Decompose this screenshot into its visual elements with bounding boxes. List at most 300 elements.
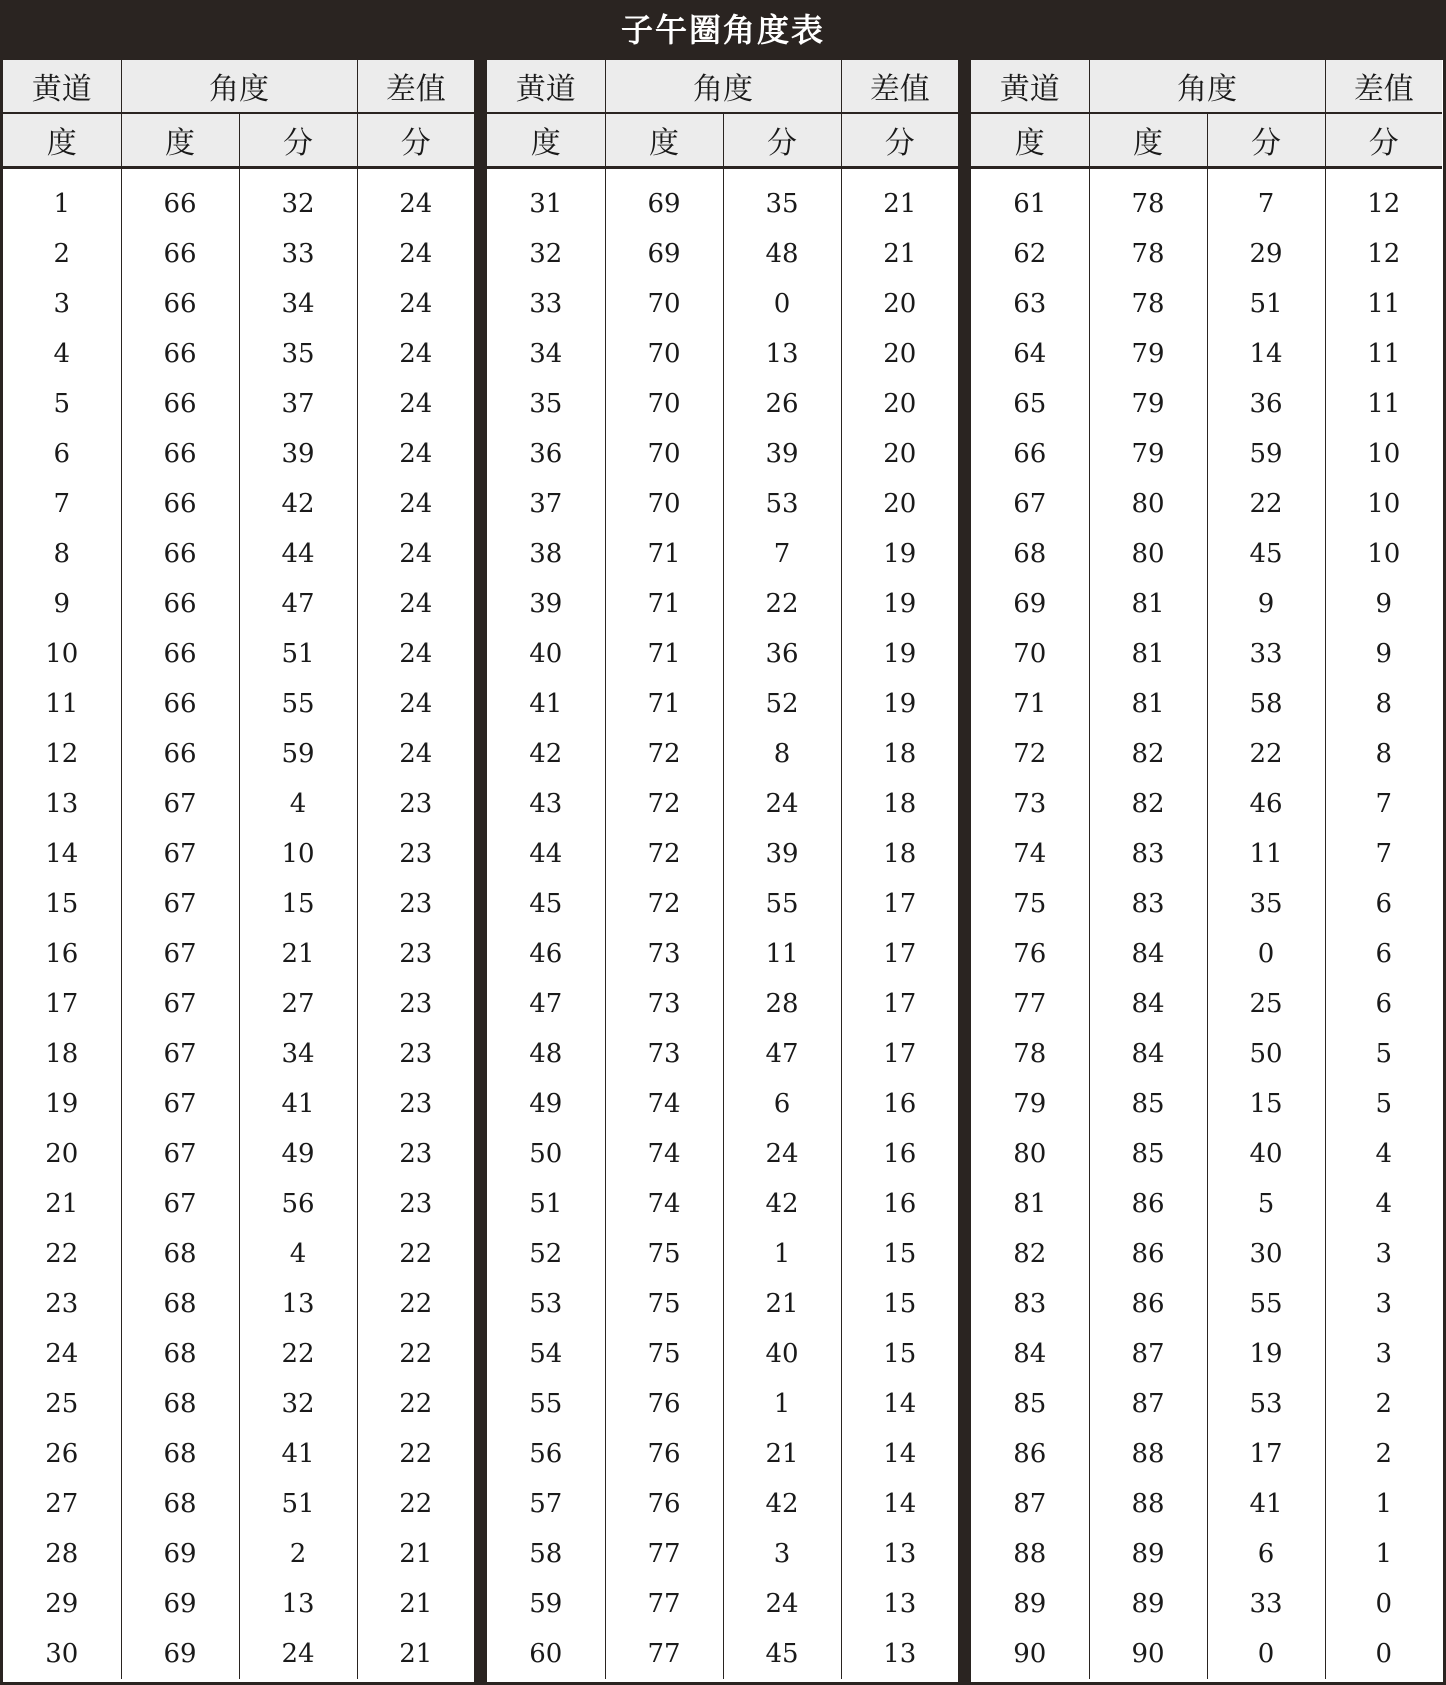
angle-degree-cell: 66 — [121, 679, 239, 729]
table-row — [971, 979, 1442, 1029]
subheader-minute: 分 — [841, 113, 958, 168]
ecliptic-degree-cell: 79 — [971, 1079, 1089, 1129]
ecliptic-degree-cell: 34 — [487, 329, 605, 379]
difference-minute-cell: 5 — [1375, 1089, 1393, 1119]
ecliptic-degree-cell: 67 — [971, 479, 1089, 529]
ecliptic-degree-cell: 16 — [3, 929, 121, 979]
table-row — [487, 929, 958, 979]
angle-minute-cell: 56 — [239, 1179, 357, 1229]
angle-minute-cell: 42 — [239, 479, 357, 529]
angle-minute-cell: 39 — [723, 429, 841, 479]
angle-minute-cell: 46 — [1207, 779, 1325, 829]
ecliptic-degree-cell: 52 — [487, 1229, 605, 1279]
ecliptic-degree-cell: 32 — [487, 229, 605, 279]
angle-degree-cell: 67 — [121, 929, 239, 979]
table-row — [487, 479, 958, 529]
angle-minute-cell: 27 — [239, 979, 357, 1029]
subheader-minute: 分 — [723, 113, 841, 168]
ecliptic-degree-cell: 57 — [487, 1479, 605, 1529]
table-row — [3, 1279, 474, 1329]
difference-minute-cell: 23 — [399, 889, 433, 919]
table-row — [487, 1479, 958, 1529]
angle-degree-cell: 74 — [605, 1179, 723, 1229]
angle-degree-cell: 66 — [121, 579, 239, 629]
angle-minute-cell: 29 — [1207, 229, 1325, 279]
difference-minute-cell: 1 — [1375, 1539, 1393, 1569]
header-difference: 差值 — [1325, 60, 1442, 113]
angle-degree-cell: 78 — [1089, 168, 1207, 230]
angle-minute-cell: 44 — [239, 529, 357, 579]
table-row — [487, 1179, 958, 1229]
angle-degree-cell: 71 — [605, 529, 723, 579]
angle-minute-cell: 48 — [723, 229, 841, 279]
table-row — [971, 168, 1442, 230]
difference-minute-cell: 5 — [1375, 1039, 1393, 1069]
angle-minute-cell: 11 — [1207, 829, 1325, 879]
angle-minute-cell: 32 — [239, 168, 357, 230]
difference-minute-cell: 20 — [883, 339, 917, 369]
angle-degree-cell: 70 — [605, 379, 723, 429]
ecliptic-degree-cell: 9 — [3, 579, 121, 629]
ecliptic-degree-cell: 46 — [487, 929, 605, 979]
difference-minute-cell: 24 — [399, 639, 433, 669]
difference-minute-cell: 11 — [1367, 389, 1401, 419]
angle-degree-cell: 66 — [121, 168, 239, 230]
table-row — [3, 679, 474, 729]
difference-minute-cell: 22 — [399, 1289, 433, 1319]
difference-minute-cell: 6 — [1375, 939, 1393, 969]
angle-minute-cell: 51 — [1207, 279, 1325, 329]
table-row — [487, 529, 958, 579]
table-row — [3, 1479, 474, 1529]
table-row — [487, 729, 958, 779]
angle-degree-cell: 79 — [1089, 379, 1207, 429]
table-row — [3, 629, 474, 679]
table-row — [3, 1429, 474, 1479]
ecliptic-degree-cell: 53 — [487, 1279, 605, 1329]
angle-minute-cell: 59 — [1207, 429, 1325, 479]
table-row — [971, 1379, 1442, 1429]
table-row — [971, 1279, 1442, 1329]
angle-degree-cell: 72 — [605, 879, 723, 929]
angle-degree-cell: 70 — [605, 329, 723, 379]
subheader-degree: 度 — [487, 113, 605, 168]
angle-degree-cell: 77 — [605, 1629, 723, 1679]
ecliptic-degree-cell: 11 — [3, 679, 121, 729]
difference-minute-cell: 11 — [1367, 289, 1401, 319]
difference-minute-cell: 23 — [399, 839, 433, 869]
subheader-degree: 度 — [1089, 113, 1207, 168]
ecliptic-degree-cell: 72 — [971, 729, 1089, 779]
difference-minute-cell: 23 — [399, 1139, 433, 1169]
angle-minute-cell: 52 — [723, 679, 841, 729]
header-difference: 差值 — [841, 60, 958, 113]
table-row — [487, 329, 958, 379]
ecliptic-degree-cell: 4 — [3, 329, 121, 379]
difference-minute-cell: 3 — [1375, 1239, 1393, 1269]
header-ecliptic: 黄道 — [487, 60, 605, 113]
table-row — [3, 1079, 474, 1129]
ecliptic-degree-cell: 8 — [3, 529, 121, 579]
ecliptic-degree-cell: 17 — [3, 979, 121, 1029]
subheader-minute: 分 — [239, 113, 357, 168]
angle-minute-cell: 17 — [1207, 1429, 1325, 1479]
ecliptic-degree-cell: 30 — [3, 1629, 121, 1679]
table-row — [971, 729, 1442, 779]
ecliptic-degree-cell: 18 — [3, 1029, 121, 1079]
angle-degree-cell: 75 — [605, 1279, 723, 1329]
ecliptic-degree-cell: 28 — [3, 1529, 121, 1579]
difference-minute-cell: 18 — [883, 789, 917, 819]
angle-degree-cell: 80 — [1089, 529, 1207, 579]
table-row — [971, 879, 1442, 929]
difference-minute-cell: 23 — [399, 939, 433, 969]
difference-minute-cell: 20 — [883, 389, 917, 419]
difference-minute-cell: 24 — [399, 689, 433, 719]
angle-minute-cell: 4 — [239, 1229, 357, 1279]
difference-minute-cell: 4 — [1375, 1189, 1393, 1219]
table-row — [487, 1229, 958, 1279]
angle-minute-cell: 4 — [239, 779, 357, 829]
difference-minute-cell: 18 — [883, 839, 917, 869]
difference-minute-cell: 11 — [1367, 339, 1401, 369]
ecliptic-degree-cell: 84 — [971, 1329, 1089, 1379]
table-row — [971, 279, 1442, 329]
angle-degree-cell: 71 — [605, 579, 723, 629]
ecliptic-degree-cell: 36 — [487, 429, 605, 479]
ecliptic-degree-cell: 21 — [3, 1179, 121, 1229]
angle-degree-cell: 72 — [605, 779, 723, 829]
angle-degree-cell: 66 — [121, 629, 239, 679]
angle-degree-cell: 68 — [121, 1479, 239, 1529]
angle-minute-cell: 3 — [723, 1529, 841, 1579]
angle-minute-cell: 26 — [723, 379, 841, 429]
angle-degree-cell: 87 — [1089, 1329, 1207, 1379]
difference-minute-cell: 20 — [883, 489, 917, 519]
angle-degree-cell: 68 — [121, 1279, 239, 1329]
ecliptic-degree-cell: 45 — [487, 879, 605, 929]
header-difference: 差值 — [357, 60, 474, 113]
angle-degree-cell: 81 — [1089, 629, 1207, 679]
header-ecliptic: 黄道 — [3, 60, 121, 113]
difference-minute-cell: 15 — [883, 1239, 917, 1269]
table-row — [487, 629, 958, 679]
table-row — [971, 1329, 1442, 1379]
table-row — [3, 168, 474, 230]
angle-minute-cell: 6 — [1207, 1529, 1325, 1579]
table-row — [971, 929, 1442, 979]
angle-degree-cell: 76 — [605, 1429, 723, 1479]
ecliptic-degree-cell: 69 — [971, 579, 1089, 629]
angle-degree-cell: 69 — [121, 1529, 239, 1579]
table-row — [971, 1129, 1442, 1179]
table-row — [3, 229, 474, 279]
angle-degree-cell: 71 — [605, 629, 723, 679]
table-row — [3, 979, 474, 1029]
difference-minute-cell: 13 — [883, 1589, 917, 1619]
angle-degree-cell: 66 — [121, 529, 239, 579]
angle-degree-cell: 85 — [1089, 1129, 1207, 1179]
angle-minute-cell: 34 — [239, 1029, 357, 1079]
difference-minute-cell: 20 — [883, 439, 917, 469]
angle-degree-cell: 83 — [1089, 829, 1207, 879]
angle-minute-cell: 15 — [239, 879, 357, 929]
difference-minute-cell: 23 — [399, 1189, 433, 1219]
header-angle: 角度 — [605, 60, 841, 113]
table-row — [487, 829, 958, 879]
ecliptic-degree-cell: 77 — [971, 979, 1089, 1029]
ecliptic-degree-cell: 66 — [971, 429, 1089, 479]
ecliptic-degree-cell: 29 — [3, 1579, 121, 1629]
ecliptic-degree-cell: 64 — [971, 329, 1089, 379]
difference-minute-cell: 9 — [1375, 589, 1393, 619]
table-row — [971, 1529, 1442, 1579]
difference-minute-cell: 13 — [883, 1539, 917, 1569]
ecliptic-degree-cell: 49 — [487, 1079, 605, 1129]
angle-minute-cell: 24 — [723, 1129, 841, 1179]
table-row — [3, 1179, 474, 1229]
angle-minute-cell: 49 — [239, 1129, 357, 1179]
table-title: 子午圈角度表 — [3, 0, 1443, 60]
table-row — [487, 379, 958, 429]
angle-table — [3, 60, 474, 1679]
header-ecliptic: 黄道 — [971, 60, 1089, 113]
table-row — [487, 1529, 958, 1579]
table-row — [487, 879, 958, 929]
ecliptic-degree-cell: 33 — [487, 279, 605, 329]
difference-minute-cell: 6 — [1375, 889, 1393, 919]
difference-minute-cell: 22 — [399, 1489, 433, 1519]
difference-minute-cell: 19 — [883, 589, 917, 619]
angle-degree-cell: 75 — [605, 1229, 723, 1279]
table-row — [3, 579, 474, 629]
table-group-3 — [971, 60, 1442, 1682]
angle-table — [487, 60, 958, 1679]
ecliptic-degree-cell: 75 — [971, 879, 1089, 929]
angle-minute-cell: 53 — [723, 479, 841, 529]
difference-minute-cell: 9 — [1375, 639, 1393, 669]
angle-degree-cell: 70 — [605, 479, 723, 529]
difference-minute-cell: 1 — [1375, 1489, 1393, 1519]
angle-minute-cell: 22 — [239, 1329, 357, 1379]
subheader-minute: 分 — [1207, 113, 1325, 168]
difference-minute-cell: 10 — [1367, 539, 1401, 569]
angle-minute-cell: 8 — [723, 729, 841, 779]
subheader-minute: 分 — [357, 113, 474, 168]
difference-minute-cell: 21 — [883, 189, 917, 219]
difference-minute-cell: 24 — [399, 189, 433, 219]
ecliptic-degree-cell: 51 — [487, 1179, 605, 1229]
ecliptic-degree-cell: 61 — [971, 168, 1089, 230]
angle-degree-cell: 73 — [605, 929, 723, 979]
angle-minute-cell: 19 — [1207, 1329, 1325, 1379]
table-row — [971, 429, 1442, 479]
angle-degree-cell: 79 — [1089, 329, 1207, 379]
angle-degree-cell: 89 — [1089, 1529, 1207, 1579]
table-row — [3, 929, 474, 979]
difference-minute-cell: 10 — [1367, 439, 1401, 469]
angle-degree-cell: 79 — [1089, 429, 1207, 479]
ecliptic-degree-cell: 68 — [971, 529, 1089, 579]
angle-degree-cell: 90 — [1089, 1629, 1207, 1679]
ecliptic-degree-cell: 50 — [487, 1129, 605, 1179]
difference-minute-cell: 23 — [399, 789, 433, 819]
angle-degree-cell: 82 — [1089, 729, 1207, 779]
angle-degree-cell: 66 — [121, 479, 239, 529]
angle-minute-cell: 7 — [1207, 168, 1325, 230]
angle-degree-cell: 80 — [1089, 479, 1207, 529]
difference-minute-cell: 22 — [399, 1389, 433, 1419]
angle-degree-cell: 68 — [121, 1429, 239, 1479]
table-row — [971, 379, 1442, 429]
angle-degree-cell: 84 — [1089, 929, 1207, 979]
table-row — [3, 729, 474, 779]
difference-minute-cell: 23 — [399, 1039, 433, 1069]
angle-degree-cell: 78 — [1089, 229, 1207, 279]
difference-minute-cell: 20 — [883, 289, 917, 319]
table-row — [971, 479, 1442, 529]
table-row — [971, 529, 1442, 579]
table-row — [487, 168, 958, 230]
difference-minute-cell: 17 — [883, 939, 917, 969]
angle-degree-cell: 76 — [605, 1479, 723, 1529]
difference-minute-cell: 17 — [883, 889, 917, 919]
difference-minute-cell: 10 — [1367, 489, 1401, 519]
difference-minute-cell: 24 — [399, 439, 433, 469]
ecliptic-degree-cell: 3 — [3, 279, 121, 329]
difference-minute-cell: 23 — [399, 1089, 433, 1119]
angle-degree-cell: 69 — [605, 168, 723, 230]
angle-minute-cell: 28 — [723, 979, 841, 1029]
table-group-2 — [487, 60, 958, 1682]
difference-minute-cell: 6 — [1375, 989, 1393, 1019]
angle-minute-cell: 41 — [1207, 1479, 1325, 1529]
ecliptic-degree-cell: 13 — [3, 779, 121, 829]
header-angle: 角度 — [1089, 60, 1325, 113]
ecliptic-degree-cell: 40 — [487, 629, 605, 679]
subheader-degree: 度 — [3, 113, 121, 168]
ecliptic-degree-cell: 10 — [3, 629, 121, 679]
angle-degree-cell: 66 — [121, 429, 239, 479]
angle-minute-cell: 55 — [1207, 1279, 1325, 1329]
angle-degree-cell: 78 — [1089, 279, 1207, 329]
ecliptic-degree-cell: 38 — [487, 529, 605, 579]
angle-minute-cell: 6 — [723, 1079, 841, 1129]
angle-minute-cell: 51 — [239, 1479, 357, 1529]
ecliptic-degree-cell: 81 — [971, 1179, 1089, 1229]
angle-minute-cell: 41 — [239, 1429, 357, 1479]
table-row — [3, 779, 474, 829]
ecliptic-degree-cell: 70 — [971, 629, 1089, 679]
angle-minute-cell: 35 — [723, 168, 841, 230]
ecliptic-degree-cell: 85 — [971, 1379, 1089, 1429]
angle-degree-cell: 67 — [121, 879, 239, 929]
angle-degree-cell: 69 — [605, 229, 723, 279]
ecliptic-degree-cell: 88 — [971, 1529, 1089, 1579]
angle-minute-cell: 22 — [1207, 479, 1325, 529]
difference-minute-cell: 8 — [1375, 689, 1393, 719]
table-row — [487, 579, 958, 629]
table-row — [3, 1629, 474, 1679]
angle-minute-cell: 35 — [1207, 879, 1325, 929]
angle-degree-cell: 75 — [605, 1329, 723, 1379]
ecliptic-degree-cell: 60 — [487, 1629, 605, 1679]
ecliptic-degree-cell: 44 — [487, 829, 605, 879]
angle-degree-cell: 81 — [1089, 579, 1207, 629]
angle-degree-cell: 67 — [121, 779, 239, 829]
angle-degree-cell: 70 — [605, 279, 723, 329]
difference-minute-cell: 22 — [399, 1239, 433, 1269]
difference-minute-cell: 22 — [399, 1439, 433, 1469]
ecliptic-degree-cell: 58 — [487, 1529, 605, 1579]
difference-minute-cell: 24 — [399, 539, 433, 569]
angle-degree-cell: 66 — [121, 729, 239, 779]
difference-minute-cell: 0 — [1375, 1589, 1393, 1619]
angle-minute-cell: 33 — [239, 229, 357, 279]
angle-degree-cell: 73 — [605, 979, 723, 1029]
ecliptic-degree-cell: 39 — [487, 579, 605, 629]
ecliptic-degree-cell: 48 — [487, 1029, 605, 1079]
angle-degree-cell: 68 — [121, 1229, 239, 1279]
angle-degree-cell: 74 — [605, 1079, 723, 1129]
angle-degree-cell: 85 — [1089, 1079, 1207, 1129]
angle-minute-cell: 33 — [1207, 1579, 1325, 1629]
table-row — [487, 279, 958, 329]
ecliptic-degree-cell: 80 — [971, 1129, 1089, 1179]
table-row — [487, 779, 958, 829]
table-row — [3, 1129, 474, 1179]
angle-minute-cell: 0 — [723, 279, 841, 329]
ecliptic-degree-cell: 82 — [971, 1229, 1089, 1279]
angle-minute-cell: 36 — [1207, 379, 1325, 429]
angle-minute-cell: 10 — [239, 829, 357, 879]
subheader-degree: 度 — [605, 113, 723, 168]
angle-minute-cell: 58 — [1207, 679, 1325, 729]
angle-degree-cell: 84 — [1089, 979, 1207, 1029]
difference-minute-cell: 24 — [399, 489, 433, 519]
angle-minute-cell: 1 — [723, 1229, 841, 1279]
table-row — [971, 1429, 1442, 1479]
angle-minute-cell: 36 — [723, 629, 841, 679]
group-divider — [958, 60, 971, 1682]
table-row — [3, 1029, 474, 1079]
angle-degree-cell: 83 — [1089, 879, 1207, 929]
ecliptic-degree-cell: 63 — [971, 279, 1089, 329]
angle-minute-cell: 5 — [1207, 1179, 1325, 1229]
difference-minute-cell: 16 — [883, 1089, 917, 1119]
ecliptic-degree-cell: 56 — [487, 1429, 605, 1479]
difference-minute-cell: 12 — [1367, 189, 1401, 219]
angle-minute-cell: 24 — [239, 1629, 357, 1679]
ecliptic-degree-cell: 76 — [971, 929, 1089, 979]
table-row — [487, 1379, 958, 1429]
difference-minute-cell: 4 — [1375, 1139, 1393, 1169]
angle-degree-cell: 67 — [121, 1079, 239, 1129]
angle-minute-cell: 21 — [723, 1279, 841, 1329]
ecliptic-degree-cell: 55 — [487, 1379, 605, 1429]
angle-minute-cell: 51 — [239, 629, 357, 679]
angle-minute-cell: 39 — [723, 829, 841, 879]
ecliptic-degree-cell: 22 — [3, 1229, 121, 1279]
difference-minute-cell: 16 — [883, 1189, 917, 1219]
difference-minute-cell: 24 — [399, 289, 433, 319]
difference-minute-cell: 3 — [1375, 1339, 1393, 1369]
angle-degree-cell: 77 — [605, 1579, 723, 1629]
angle-degree-cell: 89 — [1089, 1579, 1207, 1629]
subheader-degree: 度 — [121, 113, 239, 168]
difference-minute-cell: 15 — [883, 1339, 917, 1369]
angle-degree-cell: 87 — [1089, 1379, 1207, 1429]
